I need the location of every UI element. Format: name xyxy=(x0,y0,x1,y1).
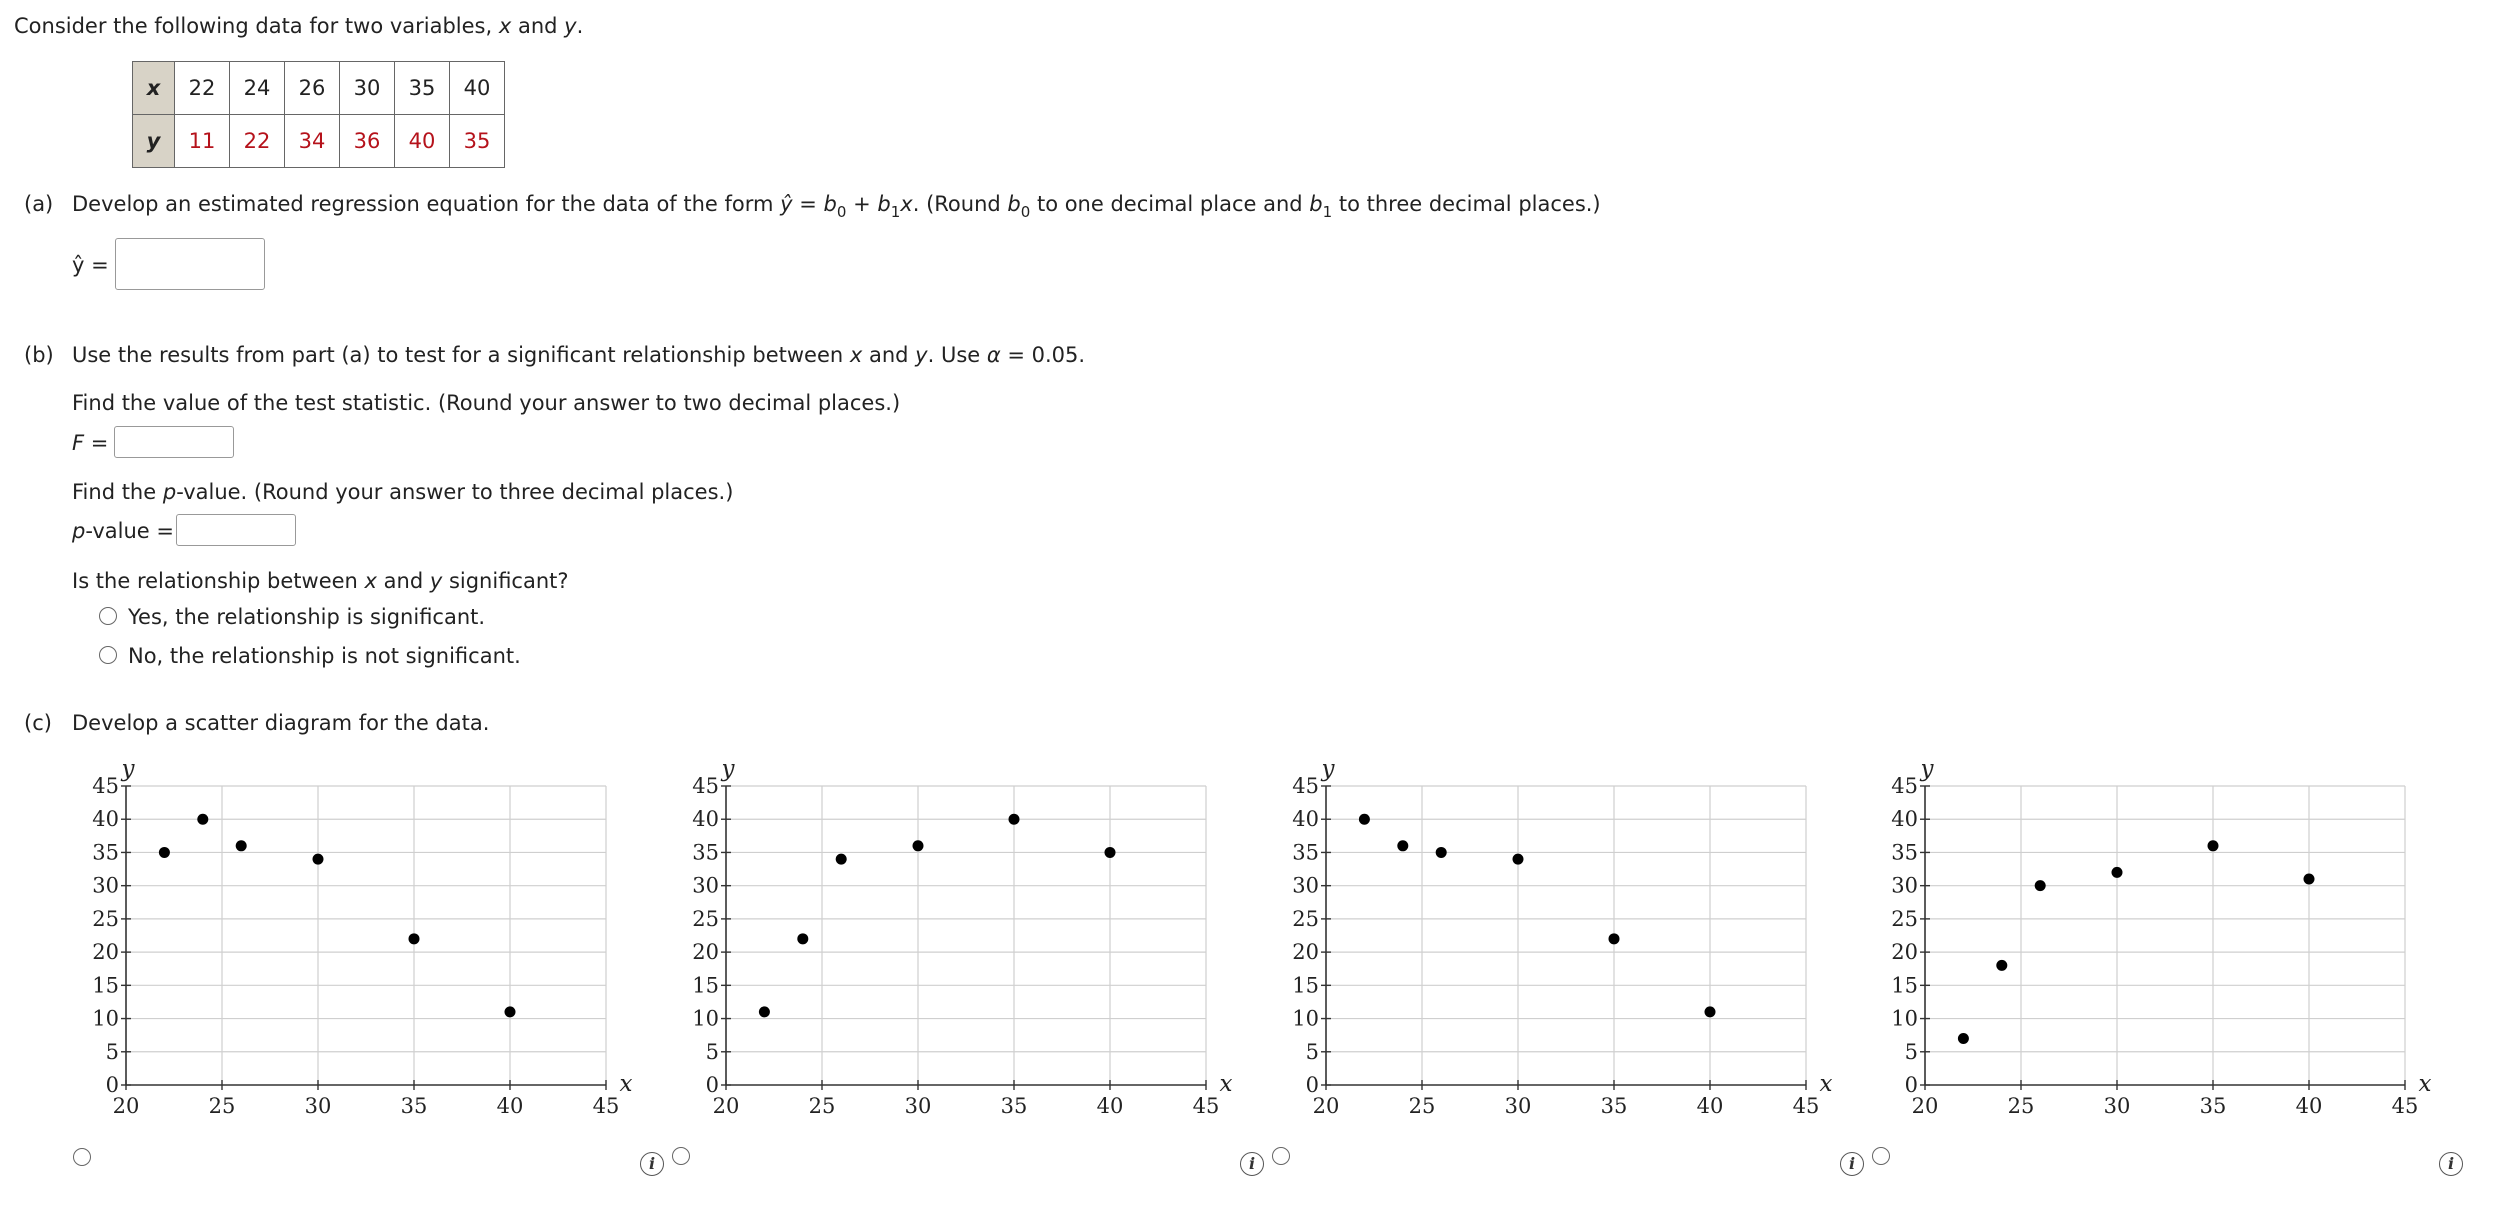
data-point xyxy=(197,814,208,825)
y-axis-label: y xyxy=(121,756,135,782)
table-header-x: x xyxy=(133,62,175,115)
p-value-prompt: Find the p-value. (Round your answer to three decimal places.) xyxy=(72,480,734,504)
part-c-question: Develop a scatter diagram for the data. xyxy=(72,711,490,735)
y-tick-label: 40 xyxy=(692,807,719,832)
table-cell: 22 xyxy=(230,115,285,168)
data-point xyxy=(1705,1006,1716,1017)
table-cell: 36 xyxy=(340,115,395,168)
y-tick-label: 25 xyxy=(1292,906,1319,931)
data-point xyxy=(409,933,420,944)
y-tick-label: 0 xyxy=(705,1073,719,1097)
y-tick-label: 0 xyxy=(105,1073,119,1097)
x-tick-label: 45 xyxy=(592,1094,620,1118)
y-tick-label: 30 xyxy=(1292,873,1319,898)
table-cell: 22 xyxy=(175,62,230,115)
table-cell: 30 xyxy=(340,62,395,115)
y-tick-label: 30 xyxy=(92,873,119,898)
x-tick-label: 25 xyxy=(2007,1094,2035,1118)
y-tick-label: 35 xyxy=(692,840,719,865)
x-tick-label: 35 xyxy=(1000,1094,1028,1118)
data-point xyxy=(759,1006,770,1017)
chart-option-3-radio[interactable] xyxy=(1272,1147,1290,1165)
y-tick-label: 25 xyxy=(92,906,119,931)
data-point xyxy=(236,840,247,851)
y-tick-label: 5 xyxy=(105,1039,119,1064)
p-value-label: p-value = xyxy=(72,519,174,543)
y-tick-label: 5 xyxy=(1305,1039,1319,1064)
y-tick-label: 45 xyxy=(692,774,719,798)
y-tick-label: 0 xyxy=(1904,1073,1918,1097)
y-tick-label: 20 xyxy=(1891,940,1918,965)
y-tick-label: 15 xyxy=(1292,973,1319,998)
data-point xyxy=(2304,874,2315,885)
x-tick-label: 35 xyxy=(400,1094,428,1118)
y-axis-label: y xyxy=(721,756,735,782)
data-point xyxy=(1397,840,1408,851)
yhat-label: ŷ = xyxy=(72,253,109,277)
x-axis-label: x xyxy=(1819,1071,1833,1097)
table-cell: 35 xyxy=(395,62,450,115)
data-point xyxy=(1359,814,1370,825)
y-tick-label: 10 xyxy=(692,1006,719,1031)
y-tick-label: 20 xyxy=(692,940,719,965)
table-header-y: y xyxy=(133,115,175,168)
y-tick-label: 25 xyxy=(692,906,719,931)
y-tick-label: 35 xyxy=(92,840,119,865)
chart-option-2-radio[interactable] xyxy=(672,1147,690,1165)
x-tick-label: 35 xyxy=(2199,1094,2227,1118)
y-tick-label: 30 xyxy=(1891,873,1918,898)
part-c-label: (c) xyxy=(24,711,52,735)
y-tick-label: 20 xyxy=(92,940,119,965)
part-b-question: Use the results from part (a) to test for a significant relationship between x and y. Use α = 0.05. xyxy=(72,343,1086,367)
x-tick-label: 40 xyxy=(1096,1094,1124,1118)
table-cell: 26 xyxy=(285,62,340,115)
y-tick-label: 20 xyxy=(1292,940,1319,965)
y-tick-label: 25 xyxy=(1891,906,1918,931)
y-tick-label: 15 xyxy=(92,973,119,998)
x-tick-label: 25 xyxy=(1408,1094,1436,1118)
x-axis-label: x xyxy=(619,1071,633,1097)
data-point xyxy=(1996,960,2007,971)
y-tick-label: 5 xyxy=(1904,1039,1918,1064)
x-tick-label: 45 xyxy=(2391,1094,2419,1118)
data-point xyxy=(836,854,847,865)
x-tick-label: 35 xyxy=(1600,1094,1628,1118)
option-yes-label: Yes, the relationship is significant. xyxy=(128,605,486,629)
x-tick-label: 40 xyxy=(2295,1094,2323,1118)
x-axis-label: x xyxy=(2418,1071,2432,1097)
x-tick-label: 25 xyxy=(208,1094,236,1118)
table-cell: 35 xyxy=(450,115,505,168)
y-tick-label: 15 xyxy=(1891,973,1918,998)
chart-option-1-radio[interactable] xyxy=(73,1148,91,1166)
x-axis-label: x xyxy=(1219,1071,1233,1097)
data-point xyxy=(1436,847,1447,858)
part-a-label: (a) xyxy=(24,192,54,216)
x-tick-label: 20 xyxy=(112,1094,140,1118)
data-point xyxy=(913,840,924,851)
table-cell: 11 xyxy=(175,115,230,168)
y-tick-label: 10 xyxy=(1292,1006,1319,1031)
y-axis-label: y xyxy=(1321,756,1335,782)
y-tick-label: 45 xyxy=(1292,774,1319,798)
data-point xyxy=(1958,1033,1969,1044)
data-point xyxy=(1609,933,1620,944)
chart-option-4-radio[interactable] xyxy=(1872,1147,1890,1165)
y-tick-label: 15 xyxy=(692,973,719,998)
x-tick-label: 30 xyxy=(304,1094,332,1118)
y-tick-label: 30 xyxy=(692,873,719,898)
data-point xyxy=(2035,880,2046,891)
x-tick-label: 45 xyxy=(1792,1094,1820,1118)
x-tick-label: 25 xyxy=(808,1094,836,1118)
y-tick-label: 35 xyxy=(1292,840,1319,865)
data-point xyxy=(313,854,324,865)
x-tick-label: 30 xyxy=(2103,1094,2131,1118)
data-point xyxy=(797,933,808,944)
y-tick-label: 40 xyxy=(1891,807,1918,832)
x-tick-label: 40 xyxy=(496,1094,524,1118)
table-cell: 40 xyxy=(395,115,450,168)
data-point xyxy=(2112,867,2123,878)
data-point xyxy=(2208,840,2219,851)
table-cell: 40 xyxy=(450,62,505,115)
y-tick-label: 45 xyxy=(92,774,119,798)
y-tick-label: 10 xyxy=(92,1006,119,1031)
option-no-label: No, the relationship is not significant. xyxy=(128,644,521,668)
info-icon[interactable]: i xyxy=(1240,1152,1264,1176)
info-icon[interactable]: i xyxy=(640,1152,664,1176)
x-tick-label: 30 xyxy=(1504,1094,1532,1118)
x-tick-label: 30 xyxy=(904,1094,932,1118)
data-point xyxy=(1513,854,1524,865)
y-axis-label: y xyxy=(1920,756,1934,782)
y-tick-label: 35 xyxy=(1891,840,1918,865)
data-point xyxy=(159,847,170,858)
part-b-label: (b) xyxy=(24,343,54,367)
data-point xyxy=(1009,814,1020,825)
x-tick-label: 40 xyxy=(1696,1094,1724,1118)
y-tick-label: 45 xyxy=(1891,774,1918,798)
part-a-question: Develop an estimated regression equation for the data of the form ŷ = $b_0 + b_1x$. (Round $b_0$ to one decimal place and $b_1$ to three decimal places.) xyxy=(72,192,1601,221)
y-tick-label: 10 xyxy=(1891,1006,1918,1031)
y-tick-label: 0 xyxy=(1305,1073,1319,1097)
x-tick-label: 20 xyxy=(1911,1094,1939,1118)
info-icon[interactable]: i xyxy=(1840,1152,1864,1176)
intro-text: Consider the following data for two variables, x and y. xyxy=(14,14,584,38)
y-tick-label: 40 xyxy=(92,807,119,832)
x-tick-label: 20 xyxy=(712,1094,740,1118)
significance-question: Is the relationship between x and y significant? xyxy=(72,569,569,593)
info-icon[interactable]: i xyxy=(2439,1152,2463,1176)
y-tick-label: 40 xyxy=(1292,807,1319,832)
test-statistic-prompt: Find the value of the test statistic. (Round your answer to two decimal places.) xyxy=(72,391,901,415)
data-point xyxy=(1105,847,1116,858)
data-point xyxy=(505,1006,516,1017)
x-tick-label: 45 xyxy=(1192,1094,1220,1118)
table-cell: 24 xyxy=(230,62,285,115)
table-cell: 34 xyxy=(285,115,340,168)
x-tick-label: 20 xyxy=(1312,1094,1340,1118)
f-label: F = xyxy=(72,431,109,455)
y-tick-label: 5 xyxy=(705,1039,719,1064)
